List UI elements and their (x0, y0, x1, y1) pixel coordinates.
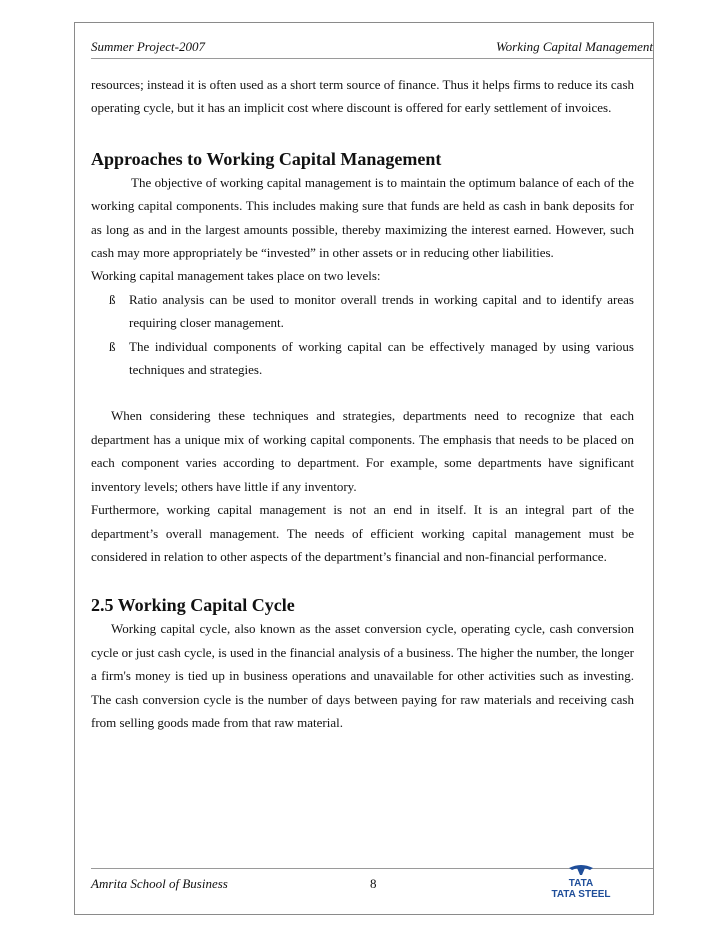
header-right: Working Capital Management (496, 39, 653, 54)
list-item (91, 288, 634, 335)
paragraph-two-levels: Working capital management takes place on two levels: (91, 268, 381, 284)
logo-text-tata-steel: TATA STEEL (551, 889, 611, 900)
footer-school: Amrita School of Business (91, 876, 228, 891)
bullet-text: Ratio analysis can be used to monitor overall trends in working capital and to identify areas requiring closer management. (129, 291, 634, 331)
paragraph-continuation: resources; instead it is often used as a short term source of finance. Thus it helps firms to reduce its cash operating cycle, but it has an implicit cost where discount is offered for early settlement of invoices. (91, 77, 634, 116)
page-body (91, 73, 634, 734)
page-header (91, 39, 653, 55)
bullet-text: The individual components of working capital can be effectively managed by using various techniques and strategies. (129, 338, 634, 378)
paragraph-considering: When considering these techniques and strategies, departments need to recognize that each department has a unique mix of working capital components. The emphasis that needs to be placed on each component varies according to department. For example, some departments have significant inventory levels; others have little if any inventory. (91, 408, 634, 494)
header-left: Summer Project-2007 (91, 39, 205, 54)
list-item (91, 335, 634, 382)
bullet-marker: ß (109, 338, 116, 354)
header-rule (91, 58, 653, 59)
tata-steel-logo-icon (541, 862, 621, 902)
bullet-list (91, 288, 634, 382)
section-heading-approaches: Approaches to Working Capital Management (91, 148, 442, 169)
paragraph-objective: The objective of working capital management is to maintain the optimum balance of each of the working capital components. This includes making sure that funds are held as cash in bank deposits for as long as and in the largest amounts possible, thereby maximizing the interest earned. However, such cash may more appropriately be “invested” in other assets or in reducing other liabilities. (91, 174, 634, 261)
bullet-marker: ß (109, 291, 116, 307)
page-number: 8 (370, 876, 377, 891)
paragraph-cycle: Working capital cycle, also known as the asset conversion cycle, operating cycle, cash conversion cycle or just cash cycle, is used in the financial analysis of a business. The higher the number, the longer a firm's money is tied up in business operations and unavailable for other activities such as investing. The cash conversion cycle is the number of days between paying for raw materials and receiving cash from selling goods made from that raw material. (91, 621, 634, 730)
paragraph-furthermore: Furthermore, working capital management is not an end in itself. It is an integral part of the department’s overall management. The needs of efficient working capital management must be considered in relation to other aspects of the department’s financial and non-financial performance. (91, 502, 634, 564)
section-heading-cycle: 2.5 Working Capital Cycle (91, 595, 295, 616)
logo-text-tata: TATA (568, 878, 594, 889)
